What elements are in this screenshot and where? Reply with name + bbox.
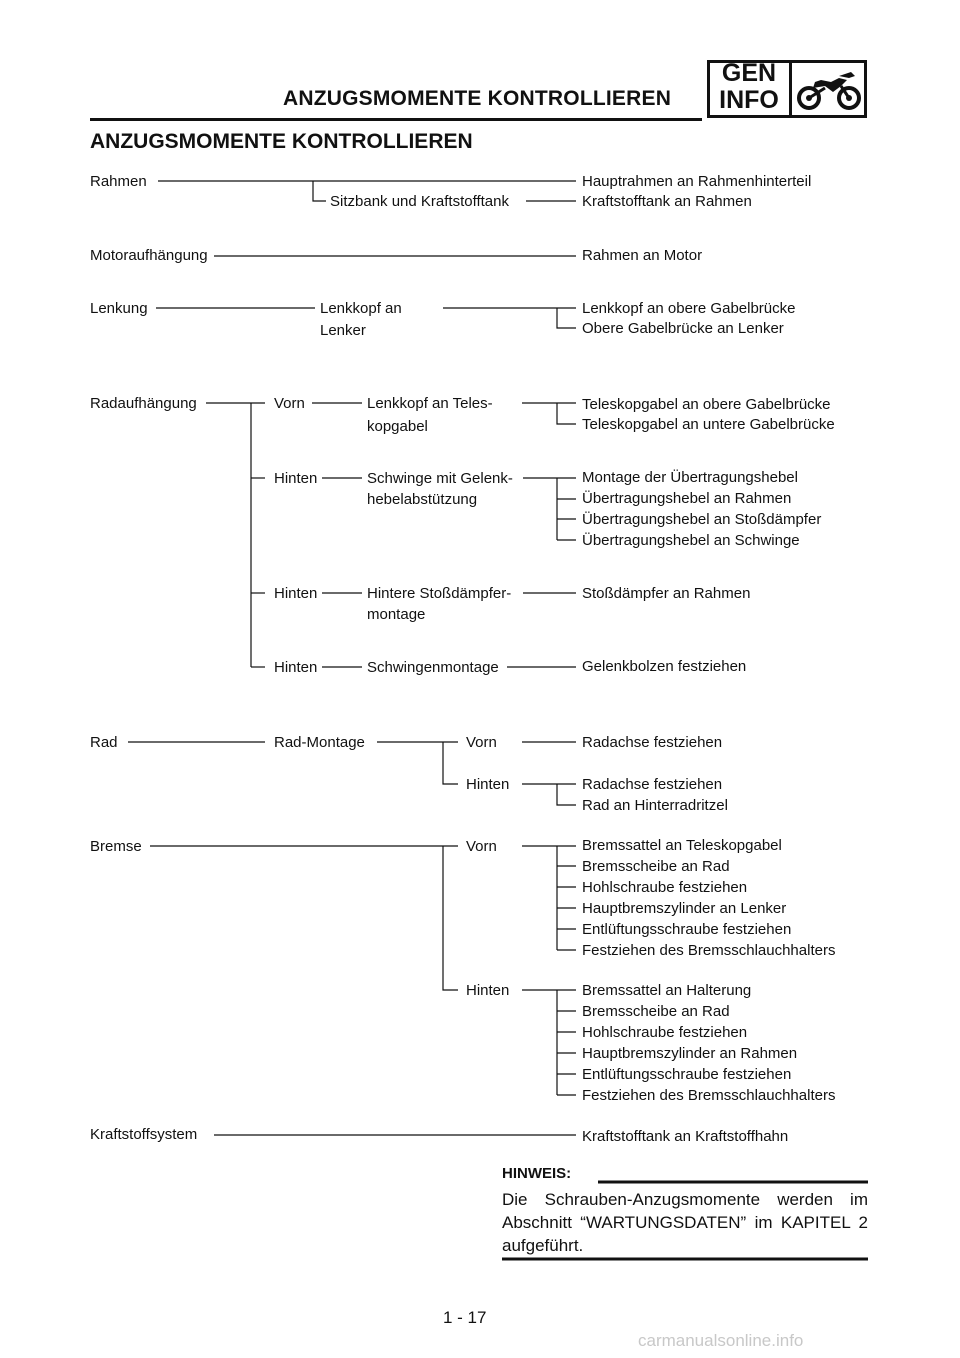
leaf-item: Gelenkbolzen festziehen (582, 658, 747, 675)
node-vorn: Vorn (466, 734, 497, 751)
leaf-item: Bremssattel an Teleskopgabel (582, 837, 782, 854)
note-text: Die Schrauben-Anzugsmomente werden im Abschnitt “WARTUNGSDATEN” im KAPITEL 2 aufgeführt. (502, 1190, 868, 1255)
node-stossdaempfer-line2: montage (367, 606, 426, 623)
leaf-item: Hohlschraube festziehen (582, 1024, 748, 1041)
leaf-item: Rahmen an Motor (582, 247, 703, 264)
node-hinten: Hinten (274, 585, 318, 602)
note-label: HINWEIS: (502, 1165, 572, 1182)
leaf-item: Kraftstofftank an Rahmen (582, 193, 752, 210)
node-schwinge: Schwinge mit Gelenk- (367, 470, 513, 487)
page-title: ANZUGSMOMENTE KONTROLLIEREN (90, 130, 473, 153)
node-schwinge-line2: hebelabstützung (367, 491, 478, 508)
node-sitzbank: Sitzbank und Kraftstofftank (330, 193, 509, 210)
leaf-item: Rad an Hinterradritzel (582, 797, 728, 814)
leaf-item: Bremsscheibe an Rad (582, 858, 730, 875)
leaf-item: Übertragungshebel an Stoßdämpfer (582, 511, 822, 528)
leaf-item: Bremssattel an Halterung (582, 982, 752, 999)
leaf-item: Entlüftungsschraube festziehen (582, 921, 792, 938)
node-rahmen: Rahmen (90, 173, 147, 190)
leaf-item: Hauptrahmen an Rahmenhinterteil (582, 173, 812, 190)
node-vorn: Vorn (274, 395, 305, 412)
node-lenkkopf: Lenkkopf an (320, 300, 402, 317)
node-hinten: Hinten (466, 776, 510, 793)
node-rad-montage: Rad-Montage (274, 734, 365, 751)
node-lenkkopf-teleskop: Lenkkopf an Teles- (367, 395, 493, 412)
leaf-item: Übertragungshebel an Schwinge (582, 532, 800, 549)
node-schwingenmontage: Schwingenmontage (367, 659, 499, 676)
node-rad: Rad (90, 734, 118, 751)
node-vorn: Vorn (466, 838, 497, 855)
badge-gen-label: GEN (721, 59, 777, 87)
leaf-item: Montage der Übertragungshebel (582, 469, 798, 486)
leaf-item: Obere Gabelbrücke an Lenker (582, 320, 784, 337)
leaf-item: Entlüftungsschraube festziehen (582, 1066, 792, 1083)
node-kraftstoffsystem: Kraftstoffsystem (90, 1126, 198, 1143)
leaf-item: Radachse festziehen (582, 734, 723, 751)
node-radaufhaengung: Radaufhängung (90, 395, 197, 412)
node-hinten: Hinten (466, 982, 510, 999)
leaf-item: Teleskopgabel an untere Gabelbrücke (582, 416, 835, 433)
leaf-item: Festziehen des Bremsschlauchhalters (582, 1087, 836, 1104)
node-hinten: Hinten (274, 659, 318, 676)
leaf-item: Übertragungshebel an Rahmen (582, 490, 792, 507)
header-title: ANZUGSMOMENTE KONTROLLIEREN (283, 87, 672, 110)
leaf-item: Festziehen des Bremsschlauchhalters (582, 942, 836, 959)
node-hinten: Hinten (274, 470, 318, 487)
node-lenkkopf-line2: Lenker (320, 322, 366, 339)
node-stossdaempfer: Hintere Stoßdämpfer- (367, 585, 512, 602)
leaf-item: Radachse festziehen (582, 776, 723, 793)
node-motoraufhaengung: Motoraufhängung (90, 247, 208, 264)
node-bremse: Bremse (90, 838, 142, 855)
watermark: carmanualsonline.info (638, 1331, 804, 1350)
leaf-item: Hohlschraube festziehen (582, 879, 748, 896)
node-lenkung: Lenkung (90, 300, 148, 317)
leaf-item: Lenkkopf an obere Gabelbrücke (582, 300, 796, 317)
leaf-item: Bremsscheibe an Rad (582, 1003, 730, 1020)
leaf-item: Hauptbremszylinder an Rahmen (582, 1045, 798, 1062)
node-lenkkopf-teleskop-line2: kopgabel (367, 418, 428, 435)
leaf-item: Teleskopgabel an obere Gabelbrücke (582, 396, 831, 413)
leaf-item: Stoßdämpfer an Rahmen (582, 585, 751, 602)
badge-info-label: INFO (719, 86, 779, 114)
leaf-item: Kraftstofftank an Kraftstoffhahn (582, 1128, 789, 1145)
page-number: 1 - 17 (443, 1308, 487, 1327)
leaf-item: Hauptbremszylinder an Lenker (582, 900, 787, 917)
